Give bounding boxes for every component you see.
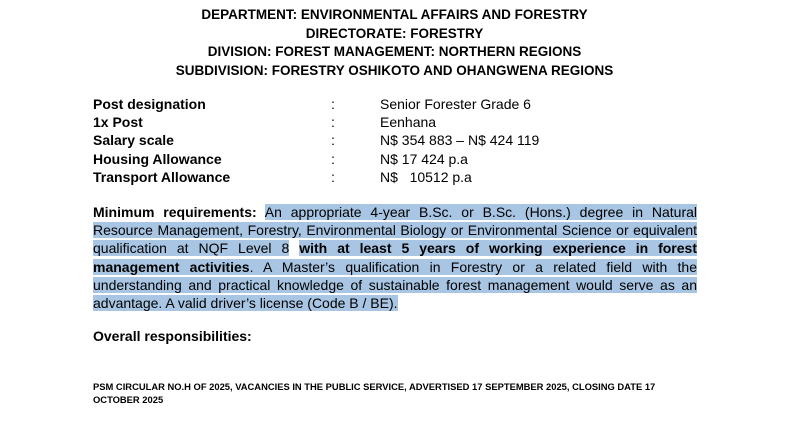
footer-circular-note: PSM CIRCULAR NO.H OF 2025, VACANCIES IN THE PUBLIC SERVICE, ADVERTISED 17 SEPTEMBER 2025, CLOSING DATE 17 OCTOBER 2025 <box>93 381 656 405</box>
department-title: DEPARTMENT: ENVIRONMENTAL AFFAIRS AND FORESTRY <box>201 7 588 22</box>
detail-label: 1x Post <box>93 114 143 131</box>
detail-separator: : <box>331 150 335 167</box>
detail-value: N$ 10512 p.a <box>380 168 472 185</box>
detail-value: N$ 17 424 p.a <box>380 150 468 167</box>
detail-label: Transport Allowance <box>93 168 231 185</box>
detail-row-post-designation <box>93 95 713 113</box>
detail-row-post-count <box>93 113 713 131</box>
detail-label: Post designation <box>93 96 206 112</box>
detail-separator: : <box>331 114 335 131</box>
subdivision-title: SUBDIVISION: FORESTRY OSHIKOTO AND OHANGWENA REGIONS <box>175 62 614 78</box>
overall-responsibilities-heading: Overall responsibilities: <box>93 328 252 344</box>
requirements-heading: Minimum requirements: <box>93 204 257 220</box>
detail-value: N$ 354 883 – N$ 424 119 <box>380 132 540 149</box>
minimum-requirements-paragraph <box>93 203 697 312</box>
detail-value: Senior Forester Grade 6 <box>380 96 531 112</box>
requirements-text-selected[interactable]: An appropriate 4-year B.Sc. or B.Sc. (Hons.) degree in Natural Resource Management, Forestry, Environmental Biology or Environmental Science or equivalent qualification at NQF Level 8 <box>93 204 697 257</box>
detail-separator: : <box>331 132 335 149</box>
detail-label: Housing Allowance <box>93 150 222 167</box>
detail-label: Salary scale <box>93 132 174 149</box>
detail-value: Eenhana <box>380 114 437 131</box>
requirements-text-additional[interactable]: . A Master’s qualification in Forestry or a related field with the understanding and practical knowledge of sustainable forest management would serve as an advantage. A valid driver’s license (Code B / BE). <box>93 258 698 312</box>
detail-row-housing-allowance <box>93 150 713 168</box>
detail-separator: : <box>331 96 335 112</box>
document-header <box>0 6 789 80</box>
directorate-title: DIRECTORATE: FORESTRY <box>305 25 484 41</box>
post-details <box>93 95 713 186</box>
detail-separator: : <box>331 168 335 185</box>
detail-row-salary-scale <box>93 131 713 149</box>
detail-row-transport-allowance <box>93 168 713 186</box>
division-title: DIVISION: FOREST MANAGEMENT: NORTHERN REGIONS <box>207 44 582 60</box>
requirements-text-experience[interactable]: with at least 5 years of working experience in forest management activities <box>93 240 697 275</box>
